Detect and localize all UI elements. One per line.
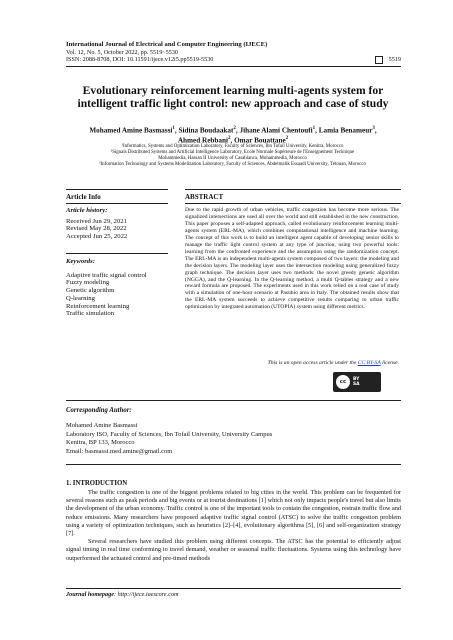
affiliation-1: ¹Informatics, Systems and Optimization Laboratory, Faculty of Sciences, Ibn Tofail University, Kenitra, Morocco xyxy=(121,144,344,149)
header-rule xyxy=(66,66,401,67)
abstract-rule xyxy=(185,203,401,204)
cc-sa-label: SA xyxy=(353,382,360,387)
article-history xyxy=(66,207,166,241)
cc-by-label: BY xyxy=(353,377,360,382)
author-affiliation-mark: 3 xyxy=(372,126,375,131)
corresponding-bottom-rule xyxy=(66,464,401,465)
keyword: Genetic algorithm xyxy=(66,287,115,295)
author-name: Omar Bouattane xyxy=(234,136,286,145)
author-name: Sidina Boudaakat xyxy=(178,126,234,135)
author-affiliation-mark: 2 xyxy=(233,126,236,131)
keyword: Reinforcement learning xyxy=(66,302,130,310)
corresponding-top-rule xyxy=(66,400,401,401)
author-affiliation-mark: 1 xyxy=(312,126,316,131)
journal-name: International Journal of Electrical and Computer Engineering (IJECE) xyxy=(66,41,268,48)
corresponding-email: Email: basmassi.med.amine@gmail.com xyxy=(66,447,173,455)
corresponding-name: Mohamed Amine Basmassi xyxy=(66,422,138,429)
affiliations xyxy=(40,144,425,168)
author-name: Lamia Benameur xyxy=(318,126,373,135)
introduction-heading: 1. INTRODUCTION xyxy=(66,480,128,487)
author-affiliation-mark: 2 xyxy=(285,135,289,141)
keywords-heading: Keywords: xyxy=(66,258,95,265)
author-name: Jihane Alami Chentoufi xyxy=(239,126,313,135)
history-heading: Article history: xyxy=(66,207,108,214)
corresponding-heading: Corresponding Author: xyxy=(66,407,132,414)
issn-line: ISSN: 2088-8708, DOI: 10.11591/ijece.v12i5.pp5519-5530 xyxy=(66,56,214,64)
history-accepted: Accepted Jun 25, 2022 xyxy=(66,233,128,241)
history-revised: Revised May 28, 2022 xyxy=(66,225,127,233)
introduction-body xyxy=(66,489,401,563)
keyword: Fuzzy modeling xyxy=(66,279,110,287)
cc-icon: cc xyxy=(336,375,350,389)
cc-by-sa-badge-icon[interactable] xyxy=(333,372,381,392)
abstract-text: Due to the rapid growth of urban vehicles, traffic congestion has become more serious. The signalized intersections are used all over the world and still established in the new construction. This paper proposes a self-adapted approach, called evolutionary reinforcement learning multi-agents system (ERL-MA), which combines computational intelligence and machine learning. The concept of this work is to build an intelligent agent capable of developing senior skills to manage the traffic light control system at any type of junction, using two powerful tools: learning from the confronted experience and the assumption using the randomization concept. The ERL-MA is an independent multi-agents system composed of two layers: the modeling and the decision layers. The modeling layer uses the intersection modeling using generalized fuzzy graph technique. The decision layer uses two methods: the novel greedy genetic algorithm (NGGA), and the Q-learning. In the Q-learning method, a multi Q-tables strategy and a new reward formula are proposed. The experiments used in this work relied on a real case of study with a simulation of one-hour scenario at Pasubio area in Italy. The obtained results show that the ERL-MA system succeeds to achieve competitive results comparing to urban traffic optimization by integrated automation (UTOPIA) system using different metrics. xyxy=(185,207,399,311)
page-number: 5519 xyxy=(388,56,401,64)
journal-homepage xyxy=(66,591,179,598)
introduction-paragraph-2: Several researchers have studied this problem using different concepts. The ATSC has the potential to efficiently adjust signal timing in real time conforming to travel demand, weather or seasonal traffic fluctuations. Systems using this technology have outperformed the actuated control and pre-timed methods xyxy=(66,538,401,562)
author-line-1: Mohamed Amine Basmassi$^1$, Sidina Boudaakat$^2$, Jihane Alami Chentoufi$^1$, Lamia Benameur$^3$, xyxy=(89,126,377,135)
abstract-top-rule xyxy=(185,189,401,190)
author-line-2: Ahmed Rebbani$^2$, Omar Bouattane$^2$ xyxy=(177,135,289,145)
journal-header xyxy=(66,41,401,64)
page-box-icon xyxy=(375,56,383,64)
abstract-heading: ABSTRACT xyxy=(185,193,224,201)
cc-badge-text xyxy=(353,377,360,387)
article-info-rule xyxy=(66,203,168,204)
license-link[interactable]: CC BY-SA xyxy=(357,360,381,366)
history-received: Received Jun 29, 2021 xyxy=(66,217,127,225)
author-list xyxy=(58,125,408,145)
article-info-heading: Article Info xyxy=(66,193,101,201)
open-access-suffix: license. xyxy=(380,360,399,366)
article-info-top-rule xyxy=(66,189,168,190)
affiliation-2: ²Signals Distributed Systems and Artificial Intelligence Laboratory, Ecole Normale Supérieure de l'Enseignement Technique xyxy=(110,150,355,156)
keyword: Traffic simulation xyxy=(66,310,115,318)
author-affiliation-mark: 1 xyxy=(172,126,175,131)
open-access-prefix: This is an open access article under the xyxy=(267,360,358,366)
keywords-rule xyxy=(66,253,168,254)
keyword: Adaptive traffic signal control xyxy=(66,271,147,279)
footer-rule xyxy=(66,588,401,589)
homepage-label: Journal homepage xyxy=(66,591,114,598)
homepage-url[interactable]: : http://ijece.iaescore.com xyxy=(113,591,179,598)
affiliation-2-cont: Mohammedia, Hassan II University of Casablanca, Mohammedia, Morocco xyxy=(158,156,307,162)
affiliation-3: ³Information Technology and Systems Modelization Laboratory, Faculty of Sciences, Abdelmalik Essaadi University, Tétouan, Morocco xyxy=(99,162,366,168)
author-affiliation-mark: 2 xyxy=(227,135,231,141)
volume-line: Vol. 12, No. 5, October 2022, pp. 5519~5530 xyxy=(66,48,179,56)
keyword: Q-learning xyxy=(66,294,95,302)
paper-title: Evolutionary reinforcement learning multi-agents system for intelligent traffic light control: new approach and case of study xyxy=(77,84,389,111)
corresponding-city: Kenitra, BP 133, Morocco xyxy=(66,439,135,446)
keywords-block xyxy=(66,258,166,318)
corresponding-address: Laboratory ISO, Faculty of Sciences, Ibn Tofail University, University Campus xyxy=(66,430,273,438)
author-name: Mohamed Amine Basmassi xyxy=(89,126,173,135)
author-name: Ahmed Rebbani xyxy=(177,136,228,145)
corresponding-author xyxy=(66,407,401,456)
open-access-notice xyxy=(185,360,399,366)
introduction-paragraph-1: The traffic congestion is one of the biggest problems related to big cities in the world. This problem can be frequented for several reasons such as peak periods and big events or at tourist destinations [1] which not only impacts people's travel but also limits the development of the urban economy. Traffic control is one of the important tools to contain the congestion, restrain traffic flow and reduce emissions. Many researchers have proposed adaptive traffic signal control (ATSC) to solve the traffic congestion problem using a variety of optimization techniques, such as heuristics [2]–[4], evolutionary algorithms [5], [6] and self-organization strategy [7]. xyxy=(66,489,401,538)
